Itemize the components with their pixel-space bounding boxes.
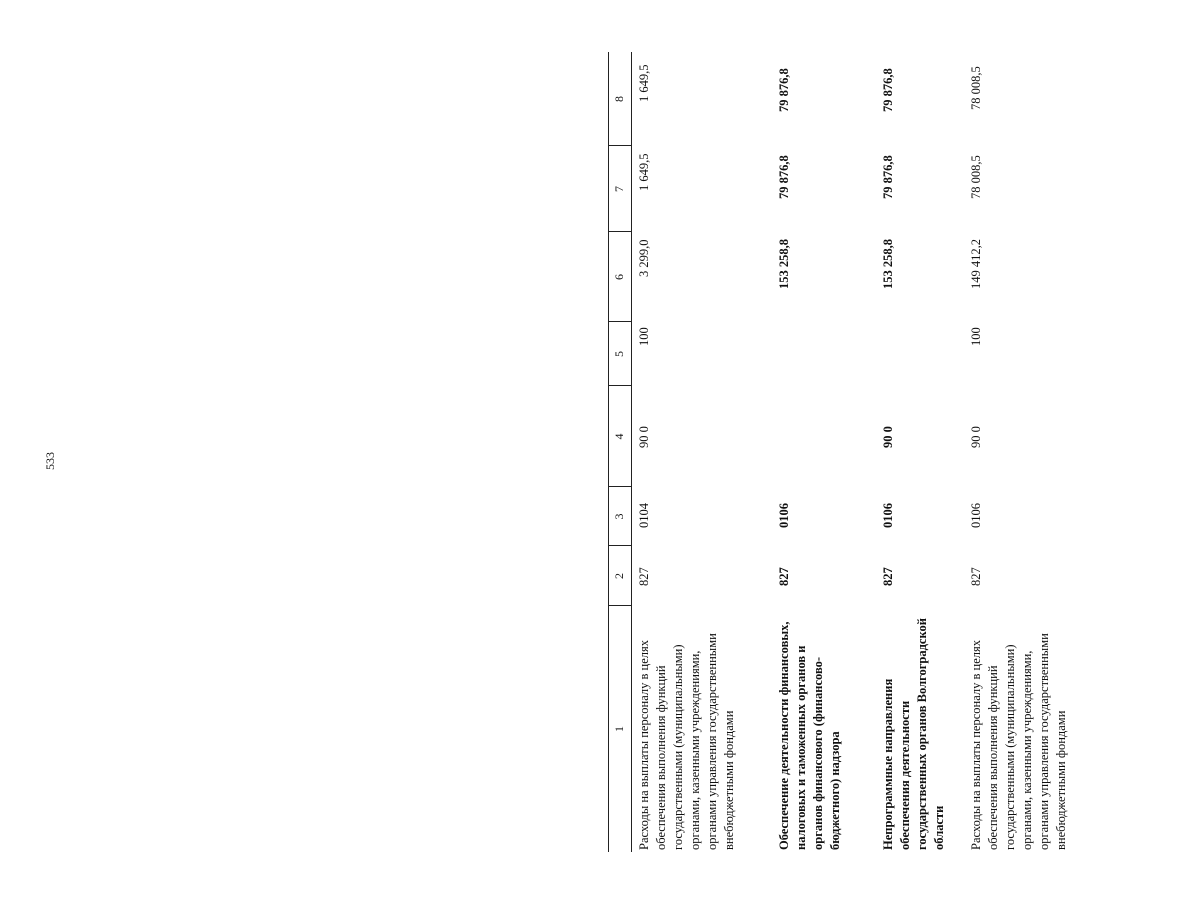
cell-expense-type: 100 <box>637 327 651 346</box>
cell-amount-8: 78 008,5 <box>969 66 983 110</box>
page-number: 533 <box>43 452 57 470</box>
column-header-3: 3 <box>612 513 626 520</box>
header-bottom-border <box>631 52 632 852</box>
cell-amount-8: 79 876,8 <box>777 68 791 112</box>
cell-target-article: 90 0 <box>881 426 895 448</box>
cell-expense-type: 100 <box>969 327 983 346</box>
cell-amount-7: 78 008,5 <box>969 155 983 199</box>
cell-target-article: 90 0 <box>969 426 983 448</box>
cell-amount-8: 1 649,5 <box>637 64 651 102</box>
cell-ministry-code: 827 <box>969 567 983 586</box>
cell-amount-8: 79 876,8 <box>881 68 895 112</box>
cell-amount-6: 153 258,8 <box>881 239 895 289</box>
column-header-1: 1 <box>612 726 626 732</box>
cell-ministry-code: 827 <box>637 567 651 586</box>
cell-section-code: 0104 <box>637 503 651 528</box>
column-header-5: 5 <box>612 351 626 357</box>
cell-amount-6: 153 258,8 <box>777 239 791 289</box>
row-name: Расходы на выплаты персоналу в целях обеспечения выполнения функций государственными (муниципальными) органами, казенными учреждениями, органами управления государственными внебюджетными фондами <box>637 633 736 850</box>
column-header-4: 4 <box>612 433 626 440</box>
cell-amount-6: 3 299,0 <box>637 239 651 277</box>
column-header-2: 2 <box>612 573 626 579</box>
cell-section-code: 0106 <box>881 503 895 528</box>
cell-section-code: 0106 <box>969 503 983 528</box>
cell-ministry-code: 827 <box>881 567 895 586</box>
cell-amount-7: 79 876,8 <box>881 155 895 199</box>
cell-section-code: 0106 <box>777 503 791 528</box>
cell-target-article: 90 0 <box>637 426 651 448</box>
column-header-7: 7 <box>612 186 626 192</box>
column-header-6: 6 <box>612 274 626 280</box>
row-name: Непрограммные направления обеспечения деятельности государственных органов Волгоградской области <box>881 618 946 850</box>
column-header-8: 8 <box>612 96 626 102</box>
cell-amount-6: 149 412,2 <box>969 239 983 289</box>
cell-amount-7: 79 876,8 <box>777 155 791 199</box>
cell-amount-7: 1 649,5 <box>637 153 651 191</box>
rotated-budget-table <box>608 52 1188 852</box>
row-name: Обеспечение деятельности финансовых, налоговых и таможенных органов и органов финансового (финансово-бюджетного) надзора <box>777 621 842 850</box>
row-name: Расходы на выплаты персоналу в целях обеспечения выполнения функций государственными (муниципальными) органами, казенными учреждениями, органами управления государственными внебюджетными фондами <box>969 633 1068 850</box>
cell-ministry-code: 827 <box>777 567 791 586</box>
